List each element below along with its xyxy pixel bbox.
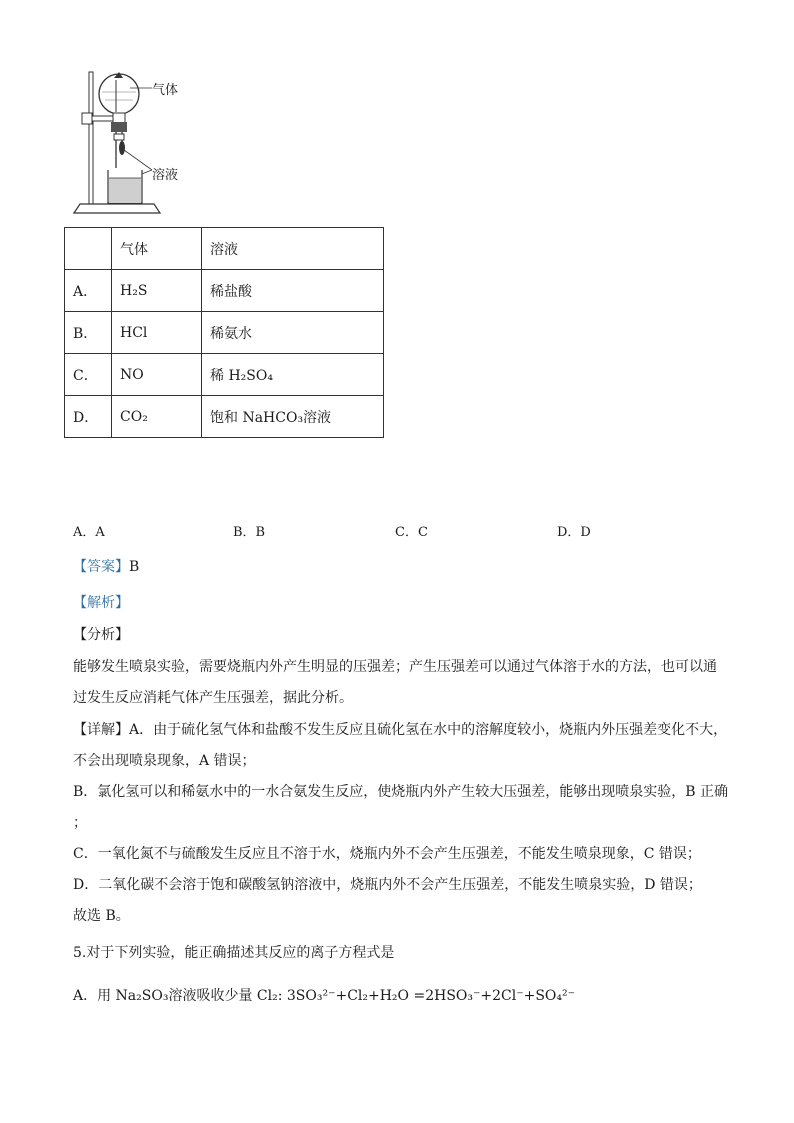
answer-tag: 【答案】 bbox=[73, 559, 129, 575]
header-cell bbox=[65, 228, 112, 270]
detail-tag: 【详解】 bbox=[73, 722, 129, 738]
option-a-prefix: A．用 Na₂SO₃溶液吸收少量 Cl₂: bbox=[73, 988, 287, 1004]
choice-d: D．D bbox=[557, 525, 591, 540]
answer-line bbox=[73, 556, 139, 576]
table-row bbox=[65, 312, 384, 354]
row-gas: NO bbox=[112, 354, 202, 396]
row-solution: 饱和 NaHCO₃溶液 bbox=[202, 396, 384, 438]
table-row bbox=[65, 396, 384, 438]
apparatus-drawing bbox=[66, 70, 206, 218]
row-solution: 稀盐酸 bbox=[202, 270, 384, 312]
options-table bbox=[64, 227, 384, 438]
header-cell-gas: 气体 bbox=[112, 228, 202, 270]
answer-value: B bbox=[129, 559, 140, 575]
row-option: B． bbox=[65, 312, 112, 354]
analysis-line: 过发生反应消耗气体产生压强差，据此分析。 bbox=[73, 690, 353, 706]
option-a-equation: 3SO₃²⁻+Cl₂+H₂O =2HSO₃⁻+2Cl⁻+SO₄²⁻ bbox=[286, 988, 576, 1004]
table-header-row bbox=[65, 228, 384, 270]
subanalysis-tag: 【分析】 bbox=[73, 627, 129, 643]
table-row bbox=[65, 354, 384, 396]
detail-d-line: D．二氧化碳不会溶于饱和碳酸氢钠溶液中，烧瓶内外不会产生压强差，不能发生喷泉实验，D 错误； bbox=[73, 877, 702, 893]
detail-a-line bbox=[73, 719, 727, 739]
conclusion-line: 故选 B。 bbox=[73, 908, 130, 924]
row-gas: H₂S bbox=[112, 270, 202, 312]
detail-b-line-2: ； bbox=[73, 815, 87, 831]
label-solution: 溶液 bbox=[152, 168, 179, 183]
detail-c-line: C．一氧化氮不与硫酸发生反应且不溶于水，烧瓶内外不会产生压强差，不能发生喷泉现象，C 错误； bbox=[73, 846, 701, 862]
detail-a-line-2: 不会出现喷泉现象，A 错误； bbox=[73, 753, 256, 769]
detail-b-line: B．氯化氢可以和稀氨水中的一水合氨发生反应，使烧瓶内外产生较大压强差，能够出现喷泉实验，B 正确 bbox=[73, 784, 729, 800]
row-option: D． bbox=[65, 396, 112, 438]
choice-b: B．B bbox=[233, 525, 266, 540]
choice-c: C．C bbox=[395, 525, 428, 540]
row-option: C． bbox=[65, 354, 112, 396]
fountain-apparatus-figure bbox=[66, 70, 206, 218]
label-gas: 气体 bbox=[152, 83, 179, 98]
analysis-tag: 【解析】 bbox=[73, 595, 129, 611]
detail-a-text: A．由于硫化氢气体和盐酸不发生反应且硫化氢在水中的溶解度较小，烧瓶内外压强差变化不大， bbox=[129, 722, 728, 738]
row-solution: 稀 H₂SO₄ bbox=[202, 354, 384, 396]
table-row bbox=[65, 270, 384, 312]
row-gas: CO₂ bbox=[112, 396, 202, 438]
choice-a: A．A bbox=[73, 525, 105, 540]
analysis-line: 能够发生喷泉实验，需要烧瓶内外产生明显的压强差；产生压强差可以通过气体溶于水的方法，也可以通 bbox=[73, 659, 717, 675]
row-option: A． bbox=[65, 270, 112, 312]
question-5: 5.对于下列实验，能正确描述其反应的离子方程式是 bbox=[73, 945, 395, 961]
question-5-option-a bbox=[73, 985, 575, 1005]
header-cell-solution: 溶液 bbox=[202, 228, 384, 270]
row-gas: HCl bbox=[112, 312, 202, 354]
row-solution: 稀氨水 bbox=[202, 312, 384, 354]
